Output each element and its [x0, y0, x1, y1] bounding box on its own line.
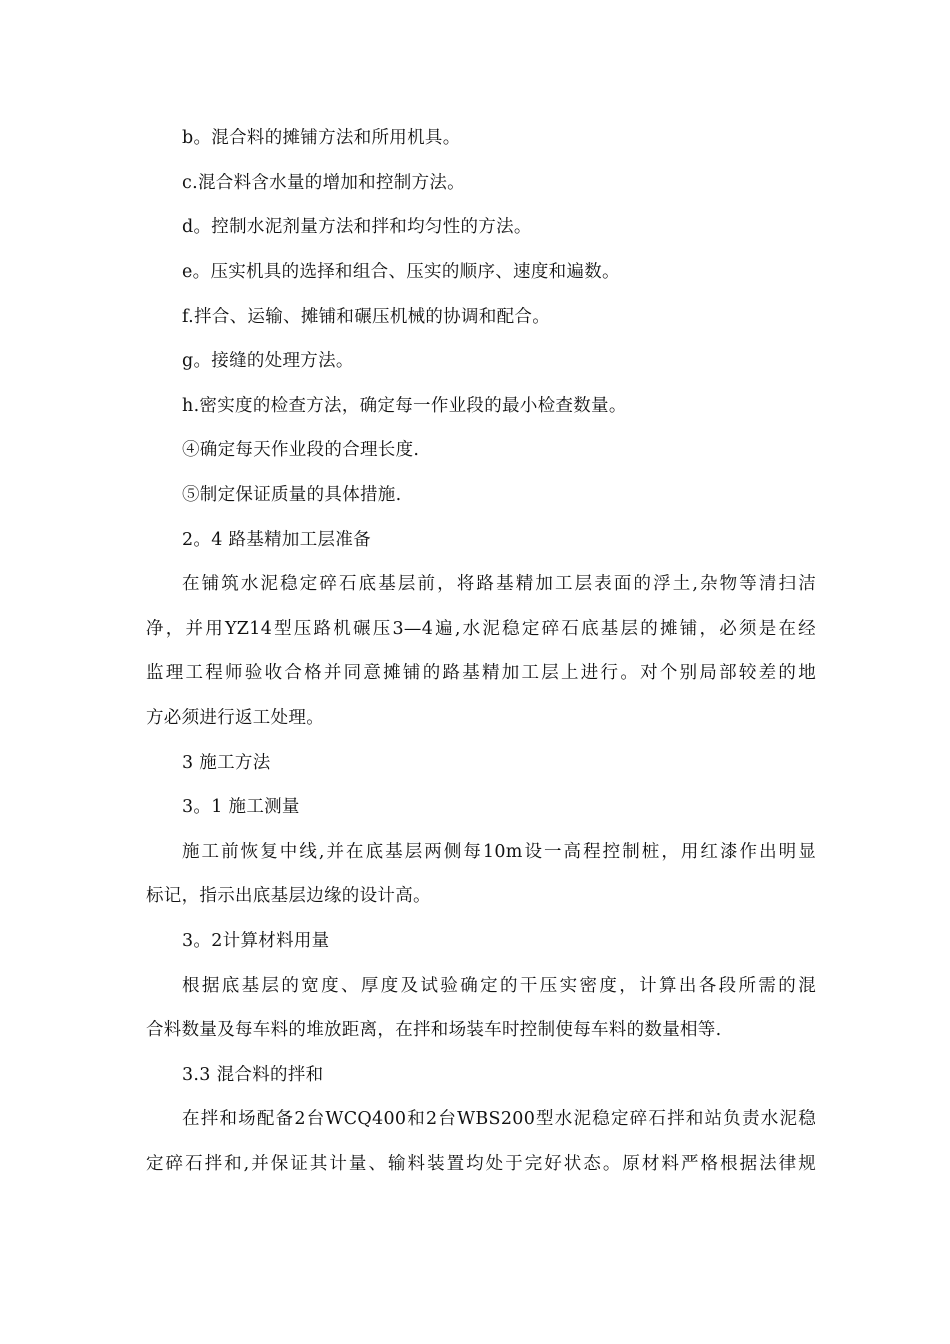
section-heading-3-3: 3.3 混合料的拌和	[182, 1065, 324, 1085]
paragraph-line: 施工前恢复中线,并在底基层两侧每10m设一高程控制桩，用红漆作出明显	[182, 842, 816, 862]
paragraph-line: 在拌和场配备2台WCQ400和2台WBS200型水泥稳定碎石拌和站负责水泥稳	[182, 1109, 816, 1129]
section-heading-3-2: 3。2计算材料用量	[182, 931, 330, 951]
paragraph-line: 在铺筑水泥稳定碎石底基层前，将路基精加工层表面的浮土,杂物等清扫洁	[182, 574, 816, 594]
list-item-4: ④确定每天作业段的合理长度.	[182, 440, 420, 460]
list-item-g: g。接缝的处理方法。	[182, 351, 354, 371]
list-item-d: d。控制水泥剂量方法和拌和均匀性的方法。	[182, 217, 532, 237]
paragraph-line: 净，并用YZ14型压路机碾压3—4遍,水泥稳定碎石底基层的摊铺，必须是在经	[146, 619, 816, 639]
paragraph-line: 定碎石拌和,并保证其计量、输料装置均处于完好状态。原材料严格根据法律规	[146, 1154, 816, 1174]
list-item-h: h.密实度的检查方法，确定每一作业段的最小检查数量。	[182, 396, 627, 416]
paragraph-line: 监理工程师验收合格并同意摊铺的路基精加工层上进行。对个别局部较差的地	[146, 663, 816, 683]
paragraph-line: 标记，指示出底基层边缘的设计高。	[146, 886, 431, 906]
list-item-b: b。混合料的摊铺方法和所用机具。	[182, 128, 461, 148]
paragraph-line: 方必须进行返工处理。	[146, 708, 324, 728]
list-item-c: c.混合料含水量的增加和控制方法。	[182, 173, 465, 193]
paragraph-line: 根据底基层的宽度、厚度及试验确定的干压实密度，计算出各段所需的混	[182, 976, 816, 996]
section-heading-3: 3 施工方法	[182, 753, 271, 773]
paragraph-line: 合料数量及每车料的堆放距离，在拌和场装车时控制使每车料的数量相等.	[146, 1020, 722, 1040]
section-heading-3-1: 3。1 施工测量	[182, 797, 300, 817]
list-item-e: e。压实机具的选择和组合、压实的顺序、速度和遍数。	[182, 262, 620, 282]
list-item-f: f.拌合、运输、摊铺和碾压机械的协调和配合。	[182, 307, 551, 327]
list-item-5: ⑤制定保证质量的具体措施.	[182, 485, 402, 505]
section-heading-2-4: 2。4 路基精加工层准备	[182, 530, 371, 550]
